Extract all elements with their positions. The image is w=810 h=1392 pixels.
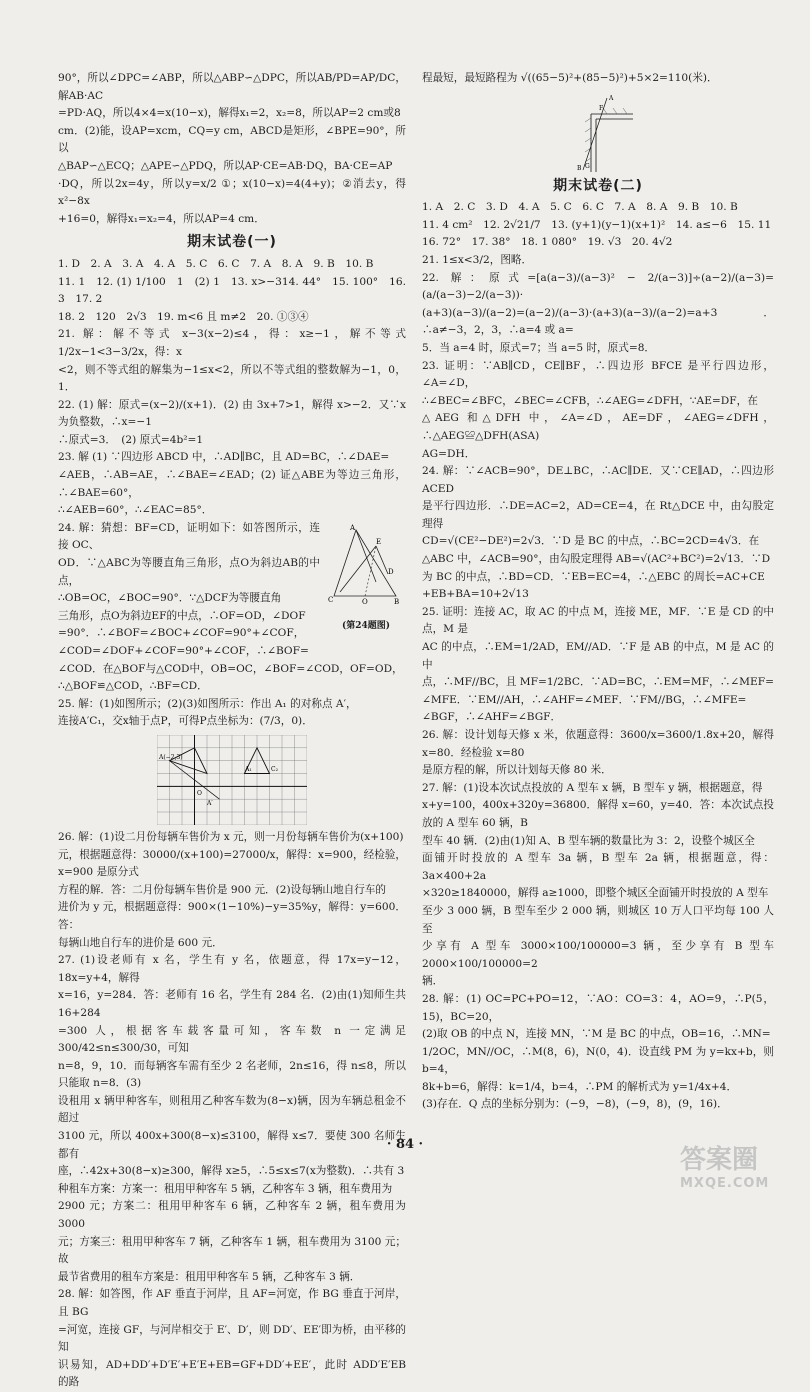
text-line: 座，∴42x+30(8−x)≥300，解得 x≥5，∴5≤x≤7(x为整数)．∴共有 3 [58, 1165, 405, 1178]
text-line: 为 BC 的中点，∴BD=CD．∵EB=EC=4，∴△EBC 的周长=AC+CE [422, 570, 765, 583]
text-line: =河宽，连接 GF，与河岸相交于 E′、D′，则 DD′、EE′即为桥，由平移的知 [58, 1323, 406, 1354]
figure-24 [326, 522, 406, 636]
figure-caption: (第24题图) [341, 621, 391, 632]
text-line: 28. 解：如答图，作 AF 垂直于河岸，且 AF=河宽，作 BG 垂直于河岸，且 BG [58, 1288, 406, 1318]
text-line: 22. (1) 解：原式=(x−2)/(x+1)．(2) 由 3x+7>1，解得 x>−2．又∵x为负整数，∴x=−1 [58, 398, 406, 429]
text-line: 连接A′C₁，交x轴于点P，可得P点坐标为：(7/3，0)． [58, 715, 313, 728]
text-line: 点，∴MF//BC，且 MF=1/2BC．∵AD=BC，∴EM=MF，∴∠MEF= [422, 676, 774, 689]
text-line: (2)取 OB 的中点 N，连接 MN，∵M 是 BC 的中点，OB=16，∴MN= [422, 1028, 771, 1041]
text-line: 方程的解．答：二月份每辆车售价是 900 元．(2)设每辆山地自行车的 [58, 883, 386, 896]
text-line: 2900 元；方案二：租用甲种客车 6 辆，乙种客车 2 辆，租车费用为 3000 [58, 1200, 406, 1231]
page-number: · 84 · [386, 1137, 424, 1152]
grid-figure [157, 735, 307, 825]
section-title: 期末试卷(一) [187, 234, 277, 251]
text-line: 辆． [422, 975, 444, 988]
left-column [58, 70, 406, 1392]
text-line: 23. 解 (1) ∵四边形 ABCD 中，∴AD∥BC，且 AD=BC，∴∠DAE= [58, 451, 390, 464]
text-line: △AEG 和△DFH 中，∠A=∠D，AE=DF，∠AEG=∠DFH，∴△AEG≌△DFH(ASA) [422, 412, 774, 442]
text-line: 11. 4 cm² 12. 2√21/7 13. (y+1)(y−1)(x+1)² 14. a≤−6 15. 11 [422, 218, 772, 231]
svg-text:D: D [388, 567, 394, 576]
triangle-figure [326, 522, 406, 612]
text-line: =90°．∴∠BOF=∠BOC+∠COF=90°+∠COF， [58, 627, 305, 640]
text-line: 25. 解：(1)如图所示；(2)(3)如图所示：作出 A₁ 的对称点 A′， [58, 697, 357, 710]
text-line: ∠AEB，∴AB=AE，∴∠BAE=∠EAD；(2) 证△ABE为等边三角形，∴∠BAE=60°， [58, 469, 406, 499]
text-line: 元，根据题意得：30000/(x+100)=27000/x，解得：x=900，经检验，x=900 是原分式 [58, 848, 406, 879]
svg-text:O: O [362, 597, 368, 606]
text-line: 识易知，AD+DD′+D′E′+E′E+EB=GF+DD′+EE′，此时 ADD′E′EB 的路 [58, 1358, 406, 1389]
text-line: 三角形，点O为斜边EF的中点，∴OF=OD，∠DOF [58, 609, 306, 622]
svg-text:F: F [599, 104, 604, 112]
text-line: ∴∠BEC=∠BFC，∠BEC=∠CFB，∴∠AEG=∠DFH，∵AE=DF，在 [422, 394, 758, 407]
text-line: △ABC 中，∠ACB=90°，由勾股定理得 AB=√(AC²+BC²)=2√13．∵D [422, 553, 771, 566]
text-line: =300 人，根据客车载客量可知，客车数 n 一定满足 300/42≤n≤300/30，可知 [58, 1024, 406, 1055]
text-line: 进价为 y 元，根据题意得：900×(1−10%)−y=35%y，解得：y=600．答： [58, 901, 406, 931]
text-line: 是原方程的解，所以计划每天修 80 米． [422, 764, 612, 777]
svg-text:B: B [577, 164, 582, 172]
text-line: 16. 72° 17. 38° 18. 1 080° 19. √3 20. 4√2 [422, 236, 673, 249]
text-line: 最节省费用的租车方案是：租用甲种客车 5 辆，乙种客车 3 辆． [58, 1270, 361, 1283]
svg-text:C: C [328, 595, 334, 604]
watermark-url: MXQE.COM [680, 1176, 770, 1191]
text-line: +16=0，解得x₁=x₂=4，所以AP=4 cm． [58, 212, 265, 225]
text-line: <2，则不等式组的解集为−1≤x<2，所以不等式组的整数解为−1，0，1． [58, 363, 406, 394]
text-line: ∴原式=3． (2) 原式=4b²=1 [58, 433, 204, 446]
text-line: 27. 解：(1)设本次试点投放的 A 型车 x 辆，B 型车 y 辆，根据题意，得 [422, 781, 763, 794]
text-line: 21. 1≤x<3/2，图略． [422, 253, 533, 266]
text-line: 元；方案三：租用甲种客车 7 辆，乙种客车 1 辆，租车费用为 3100 元；故 [58, 1235, 406, 1266]
text-line: 28. 解：(1) OC=PC+PO=12，∵AO：CO=3：4，AO=9，∴P(5，15)，BC=20， [422, 992, 774, 1023]
text-line: 设租用 x 辆甲种客车，则租用乙种客车数为(8−x)辆，因为车辆总租金不超过 [58, 1094, 406, 1125]
right-column [422, 70, 774, 1114]
text-line: AC 的中点，∴EM=1/2AD，EM//AD．∵F 是 AB 的中点，M 是 AC 的中 [422, 641, 774, 671]
section-title: 期末试卷(二) [553, 177, 643, 194]
text-line: ∠COD．在△BOF与△COD中，OB=OC，∠BOF=∠COD，OF=OD， [58, 662, 403, 675]
text-line: 90°，所以∠DPC=∠ABP，所以△ABP∽△DPC，所以AB/PD=AP/DC，解AB·AC [58, 72, 406, 102]
text-line: AG=DH． [422, 447, 476, 460]
text-line: ∴△BOF≌△COD，∴BF=CD． [58, 680, 208, 693]
text-line: =PD·AQ，所以4×4=x(10−x)，解得x₁=2，x₂=8，所以AP=2 cm或8 [58, 107, 401, 120]
svg-text:G: G [585, 162, 590, 170]
text-line: 25. 证明：连接 AC，取 AC 的中点 M，连接 ME，MF．∵E 是 CD 的中点，M 是 [422, 605, 774, 636]
text-line: 面铺开时投放的 A 型车 3a 辆，B 型车 2a 辆，根据题意，得：3a×400+2a [422, 852, 774, 882]
text-line: 24. 解：猜想：BF=CD，证明如下：如答图所示，连接 OC、 [58, 521, 320, 552]
text-line: 型车 40 辆．(2)由(1)知 A、B 型车辆的数量比为 3：2，设整个城区全 [422, 834, 755, 847]
text-line: 11. 1 12. (1) 1/100 1 (2) 1 13. x>−314. 44° 15. 100° 16. 3 17. 2 [58, 275, 406, 306]
text-line: △BAP∽△ECQ；△APE∽△PDQ，所以AP·CE=AB·DQ，BA·CE=AP [58, 159, 393, 172]
text-line: ×320≥1840000，解得 a≥1000，即整个城区全面铺开时投放的 A 型车 [422, 887, 769, 900]
text-line: 24. 解：∵∠ACB=90°，DE⊥BC，∴AC∥DE．又∵CE∥AD，∴四边形 ACED [422, 465, 774, 495]
river-figure [563, 92, 633, 172]
text-line: 程最短，最短路程为 √((65−5)²+(85−5)²)+5×2=110(米)． [422, 72, 718, 84]
text-line: (a+3)(a−3)/(a−2)=(a−2)/(a−3)·(a+3)(a−3)/(a−2)=a+3．∴a≠−3，2，3，∴a=4 或 a= [422, 306, 774, 337]
svg-text:O: O [197, 789, 202, 797]
text-line: 26. 解：(1)设二月份每辆车售价为 x 元，则一月份每辆车售价为(x+100) [58, 830, 404, 843]
text-line: 21. 解：解不等式 x−3(x−2)≤4，得：x≥−1，解不等式 1/2x−1<3−3/2x，得：x [58, 328, 406, 358]
watermark-logo [680, 1139, 800, 1191]
text-line: cm．(2)能，设AP=xcm，CQ=y cm，ABCD是矩形，∠BPE=90°，所以 [58, 124, 406, 155]
svg-text:A(−2,3): A(−2,3) [159, 753, 183, 761]
svg-text:A: A [350, 523, 356, 532]
text-line: ∠COD=∠DOF+∠COF=90°+∠COF，∴∠BOF= [58, 645, 309, 657]
text-line: 5．当 a=4 时，原式=7；当 a=5 时，原式=8． [422, 341, 656, 354]
text-line: ∴∠AEB=60°，∴∠EAC=85°． [58, 504, 213, 517]
text-line: CD=√(CE²−DE²)=2√3．∵D 是 BC 的中点，∴BC=2CD=4√3．在 [422, 535, 760, 548]
text-line: 种租车方案：方案一：租用甲种客车 5 辆，乙种客车 3 辆，租车费用为 [58, 1182, 393, 1195]
svg-text:C₂: C₂ [271, 765, 278, 773]
text-line: 1. A 2. C 3. D 4. A 5. C 6. C 7. A 8. A 9. B 10. B [422, 201, 738, 214]
text-line: x+y=100，400x+320y=36800．解得 x=60，y=40．答：本次试点投放的 A 型车 60 辆，B [422, 799, 774, 829]
text-line: 1. D 2. A 3. A 4. A 5. C 6. C 7. A 8. A 9. B 10. B [58, 257, 374, 270]
text-line: 少享有 A 型车 3000×100/100000=3 辆，至少享有 B 型车 2000×100/100000=2 [422, 940, 774, 970]
text-line: 23. 证明：∵AB∥CD，CE∥BF，∴四边形 BFCE 是平行四边形，∠A=∠D， [422, 359, 774, 390]
text-line: OD．∵△ABC为等腰直角三角形，点O为斜边AB的中点， [58, 557, 320, 587]
text-line: 8k+b=6，解得：k=1/4，b=4，∴PM 的解析式为 y=1/4x+4． [422, 1080, 738, 1093]
text-line: 1/2OC，MN//OC，∴M(8，6)，N(0，4)．设直线 PM 为 y=kx+b，则 b=4， [422, 1045, 774, 1076]
svg-text:B: B [394, 597, 400, 606]
text-line: 3100 元，所以 400x+300(8−x)≤3100，解得 x≤7．要使 300 名师生都有 [58, 1130, 406, 1160]
text-line: 27. (1)设老师有 x 名，学生有 y 名，依题意，得 17x=y−12，18x=y+4，解得 [58, 954, 406, 984]
svg-text:E: E [376, 537, 382, 546]
svg-text:A′: A′ [207, 799, 213, 807]
text-line: 22. 解：原式=[a(a−3)/(a−3)² − 2/(a−3)]÷(a−2)/(a−3)=(a/(a−3)−2/(a−3))· [422, 271, 774, 302]
text-line: 每辆山地自行车的进价是 600 元． [58, 936, 223, 949]
text-line: n=8，9，10．而每辆客车需有至少 2 名老师，2n≤16，得 n≤8，所以只能取 n=8．(3) [58, 1059, 406, 1090]
watermark-text: 答案圈 [680, 1145, 759, 1175]
text-line: 26. 解：设计划每天修 x 米，依题意得：3600/x=3600/1.8x+20，解得 x=80．经检验 x=80 [422, 729, 774, 759]
text-line: 至少 3 000 辆，B 型车至少 2 000 辆，则城区 10 万人口平均每 100 人至 [422, 904, 774, 935]
text-line: 是平行四边形．∴DE=AC=2，AD=CE=4，在 Rt△DCE 中，由勾股定理得 [422, 500, 774, 530]
text-line: 18. 2 120 2√3 19. m<6 且 m≠2 20. ①③④ [58, 310, 309, 323]
text-line: ·DQ，所以2x=4y，所以y=x/2 ①；x(10−x)=4(4+y)；②消去y，得x²−8x [58, 177, 406, 208]
text-line: (3)存在．Q 点的坐标分别为：(−9，−8)，(−9，8)，(9，16)． [422, 1098, 728, 1111]
text-line: ∠MFE．∵EM//AH，∴∠AHF=∠MEF．∵FM//BG，∴∠MFE= [422, 693, 747, 706]
svg-text:A₁: A₁ [245, 765, 252, 773]
text-line: x=16，y=284．答：老师有 16 名，学生有 284 名．(2)由(1)知师生共 16+284 [58, 989, 406, 1019]
svg-text:A: A [609, 94, 614, 102]
text-line: +EB+BA=10+2√13 [422, 588, 529, 601]
text-line: ∴OB=OC，∠BOC=90°．∵△DCF为等腰直角 [58, 592, 282, 605]
text-line: ∠BGF，∴∠AHF=∠BGF． [422, 711, 562, 724]
